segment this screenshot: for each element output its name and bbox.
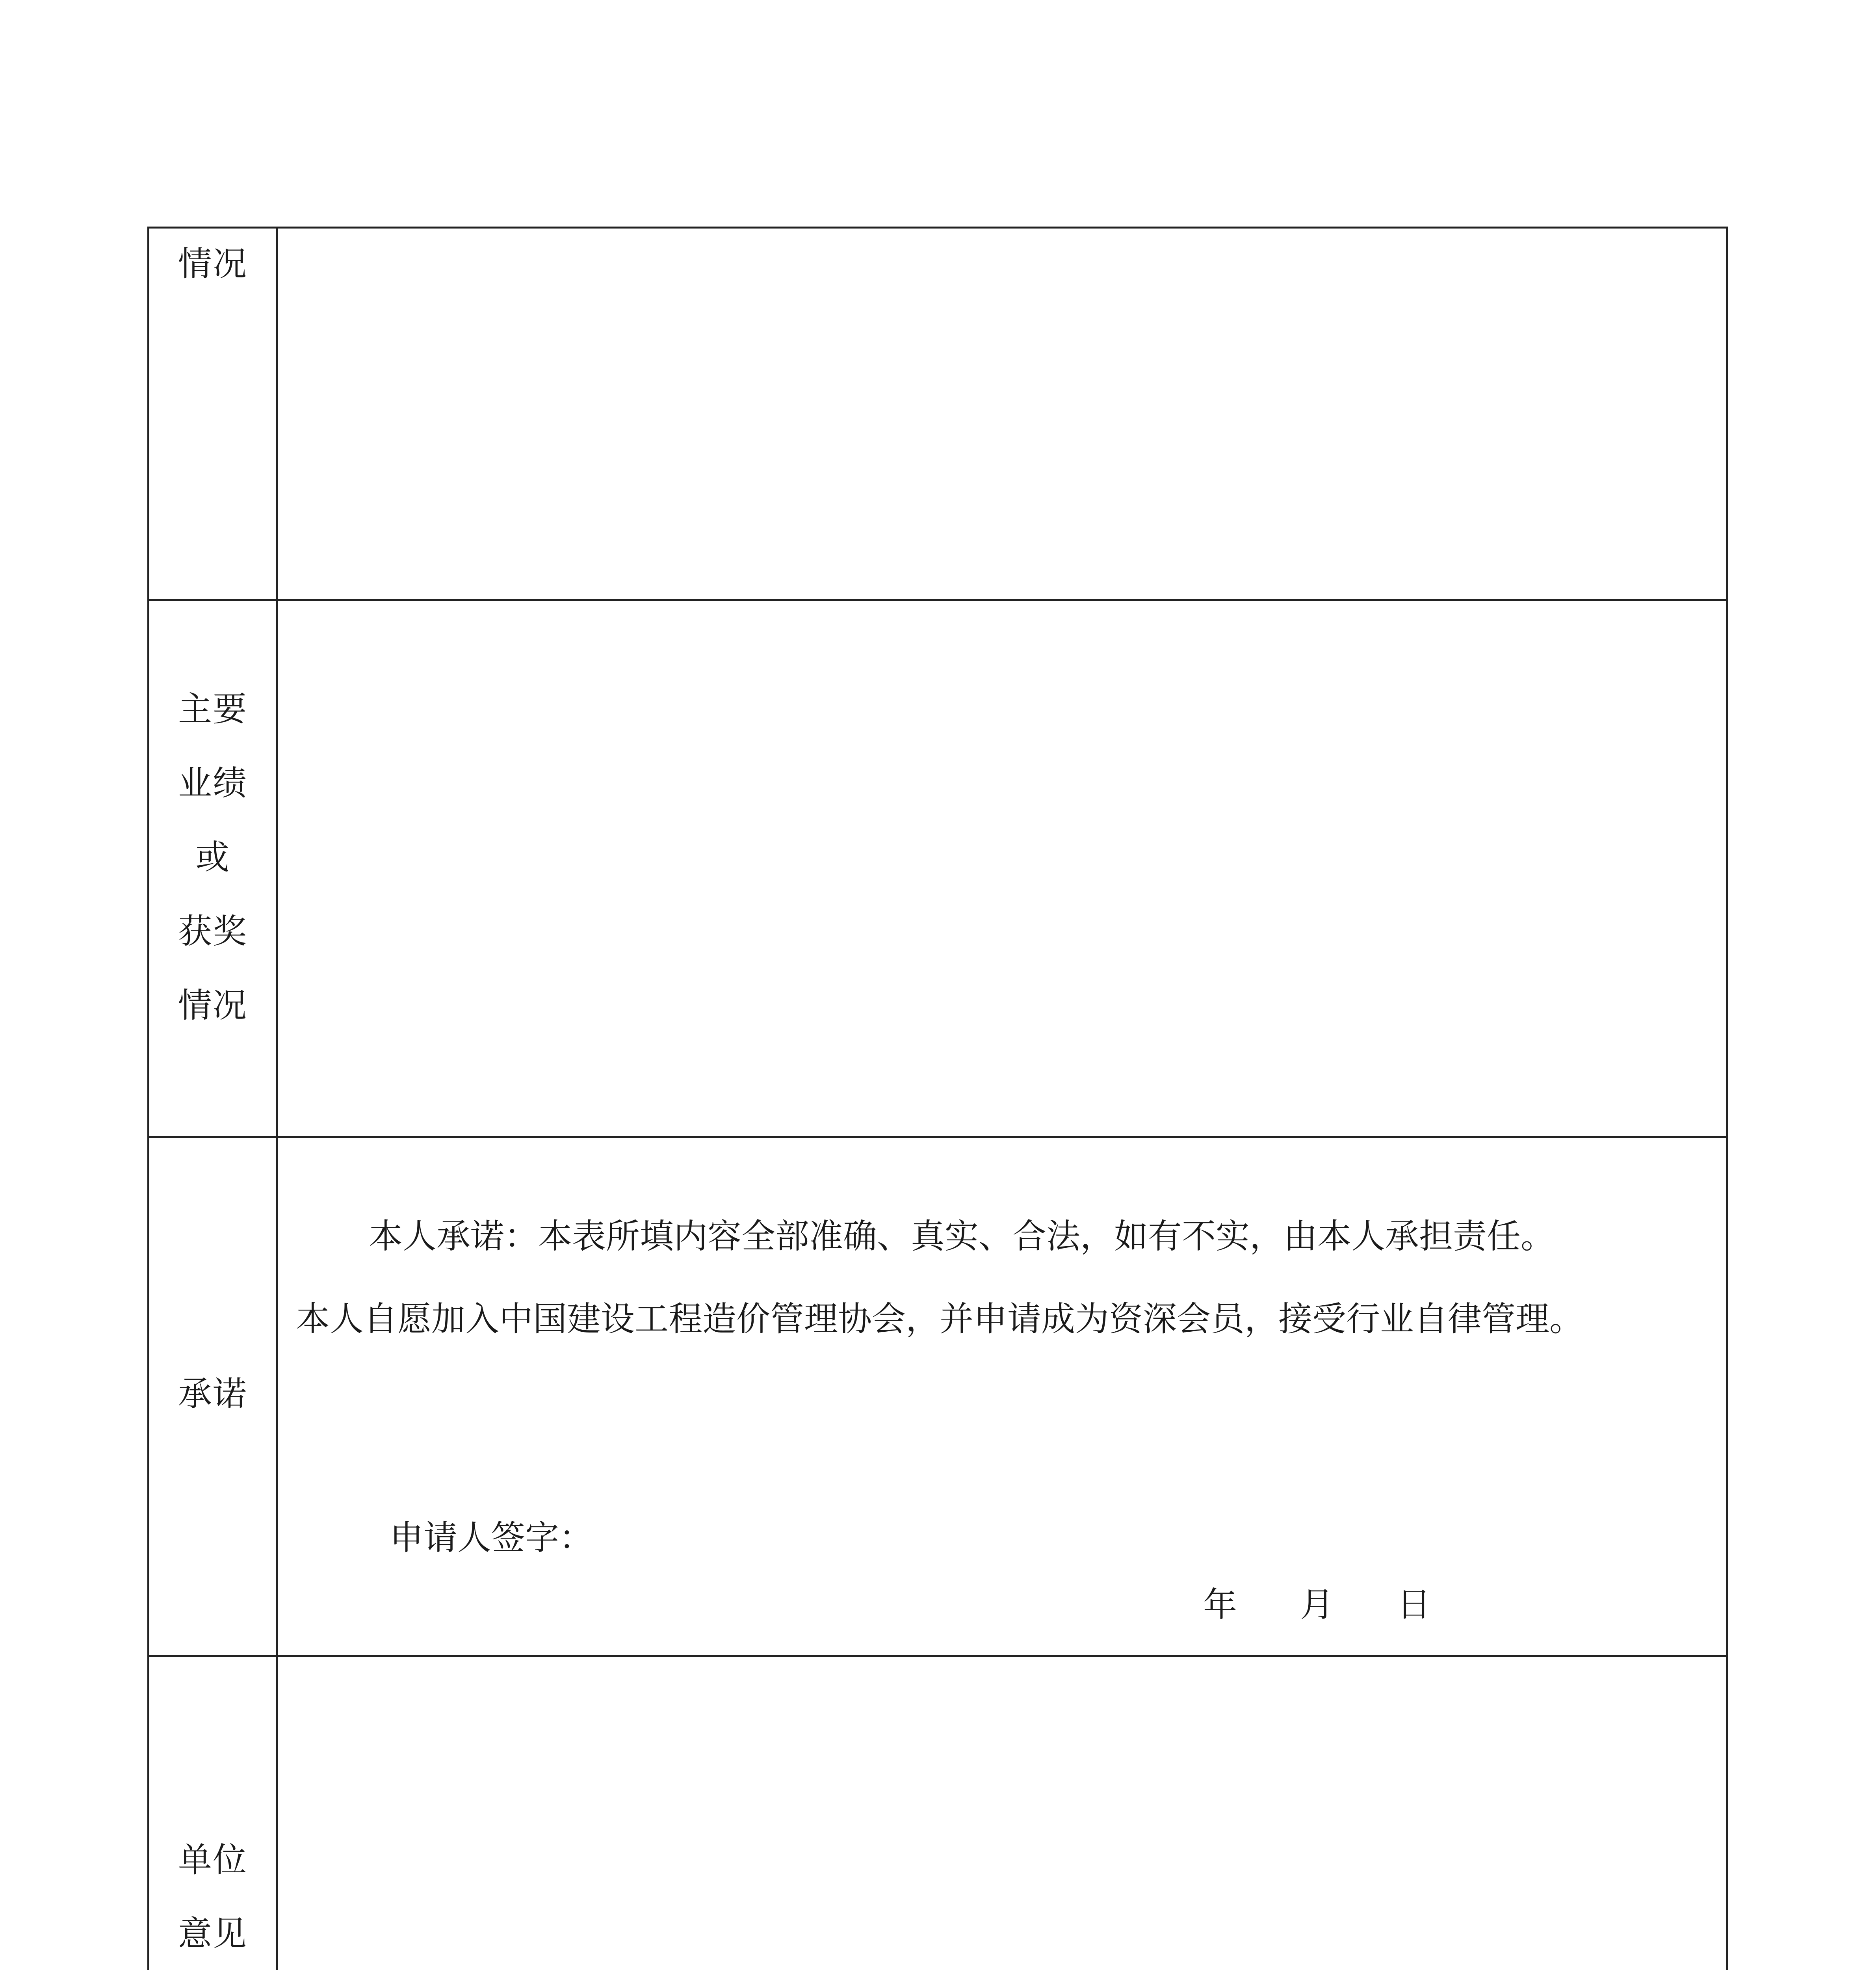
row-label: 单位 xyxy=(178,1840,247,1880)
unit-opinion-content[interactable] xyxy=(278,1657,1726,1970)
application-form-table xyxy=(147,227,1728,1970)
row-situation xyxy=(149,229,1726,599)
date-year: 年 xyxy=(1203,1585,1237,1624)
situation-content[interactable] xyxy=(278,229,1726,599)
commitment-content xyxy=(278,1138,1726,1655)
label-cell-commitment xyxy=(149,1138,278,1655)
row-unit-opinion xyxy=(149,1655,1726,1970)
applicant-signature-label: 申请人签字： xyxy=(390,1518,593,1557)
label-cell-unit-opinion xyxy=(149,1657,278,1970)
row-label: 业绩 xyxy=(178,764,247,803)
row-label: 情况 xyxy=(178,986,247,1025)
row-label: 获奖 xyxy=(178,912,247,951)
label-cell-achievements xyxy=(149,601,278,1136)
achievements-content[interactable] xyxy=(278,601,1726,1136)
commitment-line-2: 本人自愿加入中国建设工程造价管理协会，并申请成为资深会员，接受行业自律管理。 xyxy=(296,1299,1583,1339)
row-achievements xyxy=(149,599,1726,1136)
row-label: 情况 xyxy=(178,244,247,284)
date-day: 日 xyxy=(1397,1585,1431,1624)
row-label: 意见 xyxy=(178,1914,247,1953)
commitment-line-1: 本人承诺：本表所填内容全部准确、真实、合法，如有不实，由本人承担责任。 xyxy=(369,1217,1555,1256)
row-label: 主要 xyxy=(178,690,247,729)
date-month: 月 xyxy=(1300,1585,1334,1624)
row-label: 承诺 xyxy=(178,1374,247,1414)
label-cell-situation xyxy=(149,229,278,599)
row-commitment xyxy=(149,1136,1726,1655)
row-label: 或 xyxy=(195,838,230,877)
